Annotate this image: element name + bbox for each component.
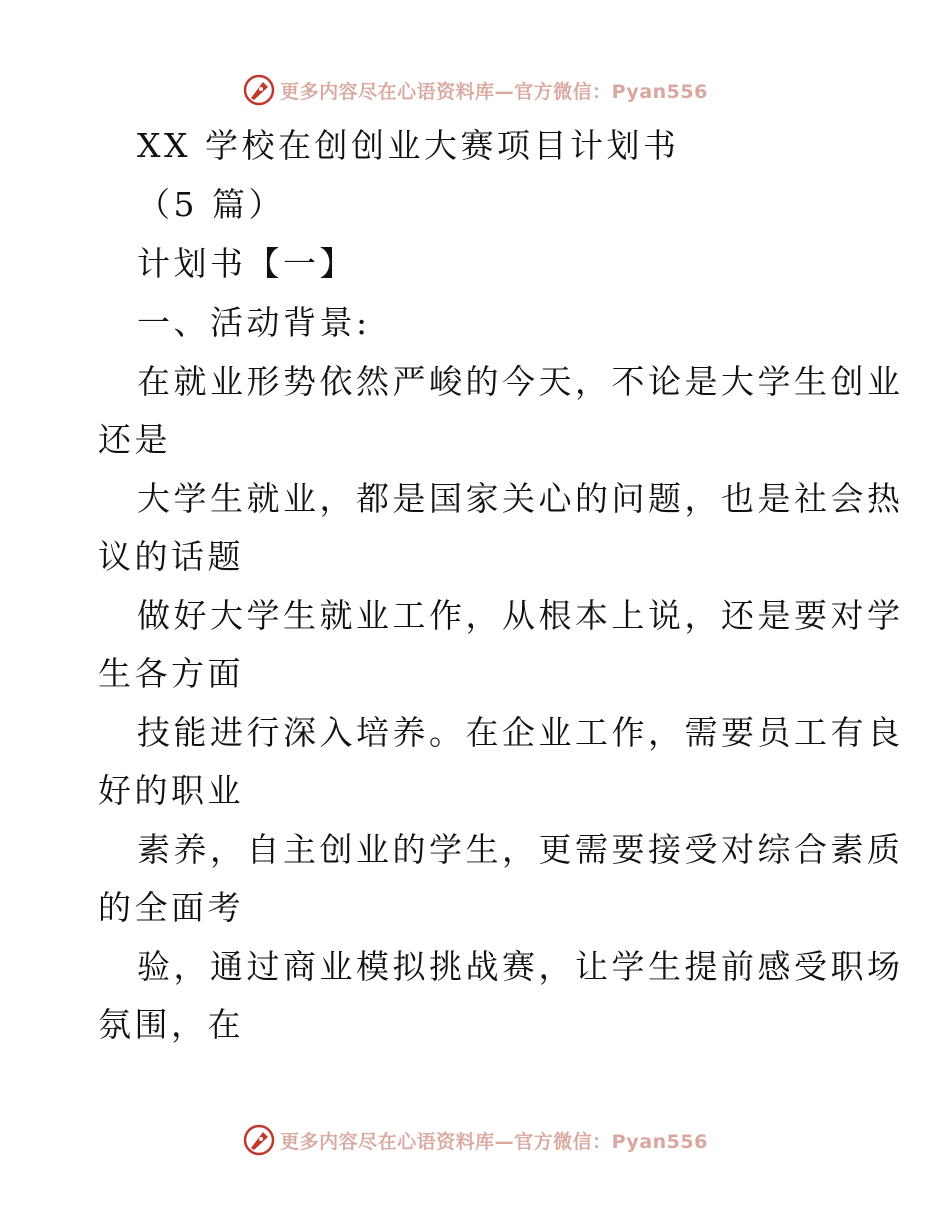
paragraph-line: 好的职业 bbox=[98, 771, 244, 810]
document-subtitle: （5 篇） bbox=[137, 185, 285, 224]
paragraph-line: 在就业形势依然严峻的今天，不论是大学生创业 bbox=[137, 362, 904, 401]
paragraph-line: 还是 bbox=[98, 420, 171, 459]
watermark-banner-bottom bbox=[0, 1120, 950, 1160]
watermark-banner-top bbox=[0, 70, 950, 110]
watermark-text-top: 更多内容尽在心语资料库—官方微信：Pyan556 bbox=[280, 80, 708, 103]
watermark-text-bottom: 更多内容尽在心语资料库—官方微信：Pyan556 bbox=[280, 1130, 708, 1153]
section-heading: 计划书【一】 bbox=[137, 244, 356, 283]
subheading: 一、活动背景: bbox=[137, 303, 371, 342]
paragraph-line: 大学生就业，都是国家关心的问题，也是社会热 bbox=[137, 479, 904, 518]
document-title: XX 学校在创创业大赛项目计划书 bbox=[137, 126, 680, 165]
paragraph-line: 生各方面 bbox=[98, 654, 244, 693]
paragraph-line: 素养，自主创业的学生，更需要接受对综合素质 bbox=[137, 830, 904, 869]
paragraph-line: 技能进行深入培养。在企业工作，需要员工有良 bbox=[137, 713, 904, 752]
paragraph-line: 的全面考 bbox=[98, 888, 244, 927]
pen-nib-logo-icon bbox=[242, 1123, 276, 1157]
pen-nib-logo-icon bbox=[242, 73, 276, 107]
paragraph-line: 议的话题 bbox=[98, 537, 244, 576]
paragraph-line: 做好大学生就业工作，从根本上说，还是要对学 bbox=[137, 596, 904, 635]
paragraph-line: 验，通过商业模拟挑战赛，让学生提前感受职场 bbox=[137, 947, 904, 986]
paragraph-line: 氛围，在 bbox=[98, 1005, 244, 1044]
